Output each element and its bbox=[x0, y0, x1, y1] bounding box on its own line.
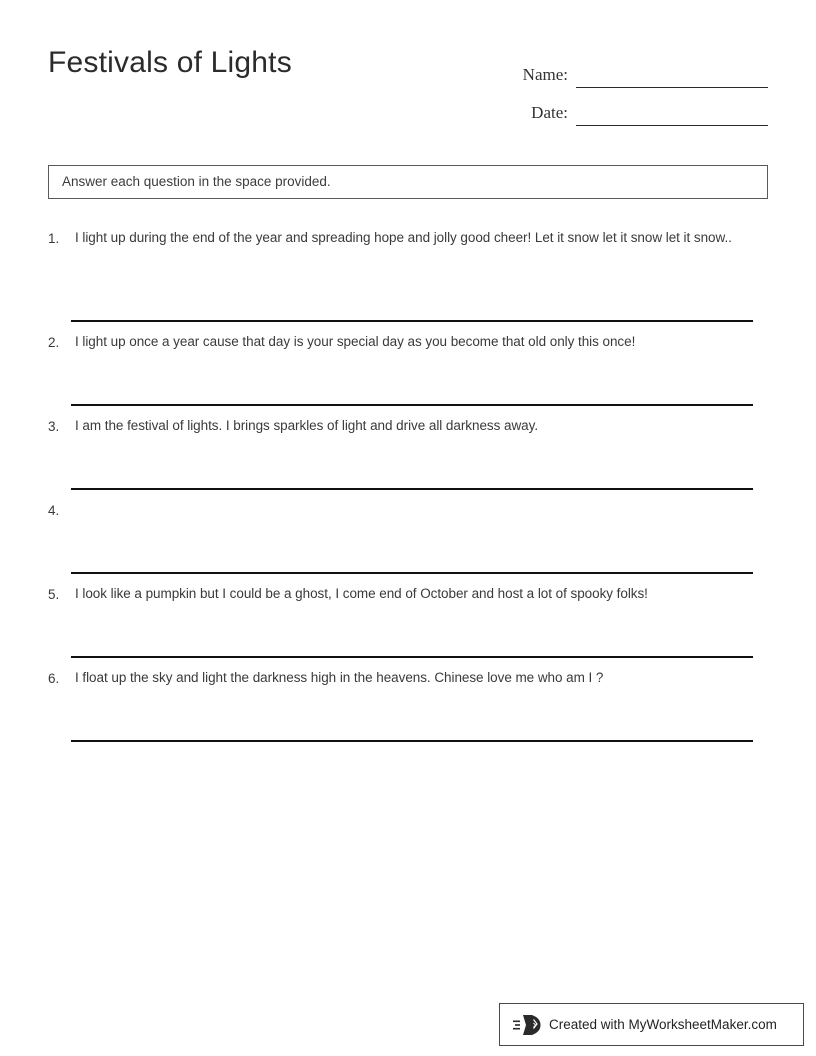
question-item-4 bbox=[48, 500, 768, 584]
question-text-1: I light up during the end of the year and spreading hope and jolly good cheer! Let it snow let it snow let it snow.. bbox=[75, 230, 732, 245]
question-item-6 bbox=[48, 668, 768, 752]
question-head-1 bbox=[48, 228, 768, 249]
date-input-line[interactable] bbox=[576, 103, 768, 126]
date-label: Date: bbox=[531, 103, 568, 122]
name-input-line[interactable] bbox=[576, 65, 768, 88]
question-number-6: 6. bbox=[48, 671, 60, 686]
question-head-3 bbox=[48, 416, 768, 437]
instructions-box bbox=[48, 165, 768, 199]
question-number-3: 3. bbox=[48, 419, 60, 434]
question-head-4 bbox=[48, 500, 768, 521]
instructions-text: Answer each question in the space provided. bbox=[62, 174, 331, 189]
name-row bbox=[500, 50, 768, 88]
answer-line-5[interactable] bbox=[71, 656, 753, 658]
question-text-6: I float up the sky and light the darkness high in the heavens. Chinese love me who am I ? bbox=[75, 670, 604, 685]
date-row bbox=[500, 88, 768, 126]
name-label: Name: bbox=[522, 65, 568, 84]
answer-line-4[interactable] bbox=[71, 572, 753, 574]
question-text-5: I look like a pumpkin but I could be a ghost, I come end of October and host a lot of spooky folks! bbox=[75, 586, 648, 601]
question-text-4 bbox=[75, 500, 768, 520]
question-number-4: 4. bbox=[48, 503, 60, 518]
question-text-2: I light up once a year cause that day is your special day as you become that old only this once! bbox=[75, 334, 636, 349]
question-item-1 bbox=[48, 228, 768, 332]
page-title: Festivals of Lights bbox=[48, 46, 292, 79]
answer-line-1[interactable] bbox=[71, 320, 753, 322]
answer-line-3[interactable] bbox=[71, 488, 753, 490]
name-date-block bbox=[500, 50, 768, 126]
question-number-5: 5. bbox=[48, 587, 60, 602]
question-head-2 bbox=[48, 332, 768, 353]
question-item-3 bbox=[48, 416, 768, 500]
question-number-1: 1. bbox=[48, 231, 60, 246]
question-text-3: I am the festival of lights. I brings sparkles of light and drive all darkness away. bbox=[75, 418, 539, 433]
created-with-label: Created with MyWorksheetMaker.com bbox=[549, 1017, 777, 1032]
question-item-5 bbox=[48, 584, 768, 668]
questions-list bbox=[48, 228, 768, 752]
question-number-2: 2. bbox=[48, 335, 60, 350]
answer-line-6[interactable] bbox=[71, 740, 753, 742]
myworksheetmaker-logo-icon bbox=[513, 1012, 543, 1038]
answer-line-2[interactable] bbox=[71, 404, 753, 406]
question-head-6 bbox=[48, 668, 768, 689]
question-head-5 bbox=[48, 584, 768, 605]
question-item-2 bbox=[48, 332, 768, 416]
created-with-badge[interactable] bbox=[499, 1003, 804, 1046]
page-header bbox=[48, 44, 768, 124]
